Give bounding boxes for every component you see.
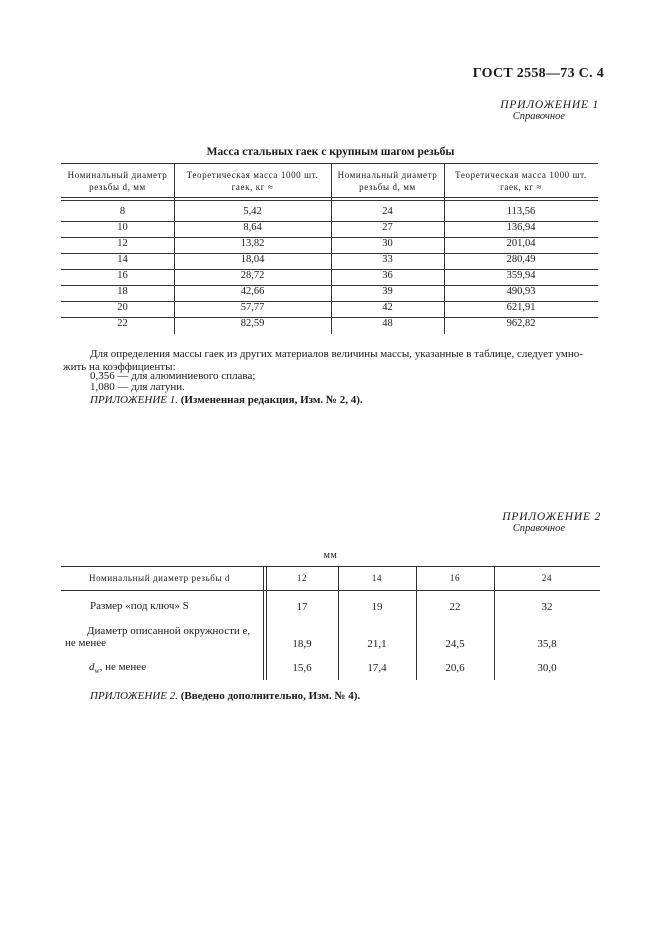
header-diameter-label: Номинальный диаметр резьбы d xyxy=(89,573,231,583)
row-bearing-diameter-label: $d_w$, не менее xyxy=(89,661,147,676)
appendix-1-subtitle: Справочное xyxy=(512,111,565,122)
table-cell: 22 xyxy=(449,601,461,613)
edit-note-text: (Измененная редакция, Изм. № 2, 4). xyxy=(180,394,363,406)
appendix-2-subtitle: Справочное xyxy=(512,523,565,534)
edit-note-ref: ПРИЛОЖЕНИЕ 2. xyxy=(90,690,178,702)
appendix-2-title: ПРИЛОЖЕНИЕ 2 xyxy=(502,511,601,523)
table-cell: 15,6 xyxy=(292,662,312,674)
coefficients-note-line-1: Для определения массы гаек из других материалов величины массы, указанные в таблице, следует умно- xyxy=(90,348,583,360)
row-circumscribed-diameter-label-1: Диаметр описанной окружности e, xyxy=(87,625,251,637)
coefficients-note-line-2: жить на коэффициенты: xyxy=(63,361,176,373)
table-row: 20 57,77 42 621,91 xyxy=(117,302,536,313)
table-cell: 35,8 xyxy=(537,638,557,650)
table-row: 14 18,04 33 280,49 xyxy=(117,254,536,265)
appendix-1-edit-note xyxy=(90,394,363,406)
header-value: 12 xyxy=(296,573,308,583)
header-value: 16 xyxy=(449,573,461,583)
table-row: 22 82,59 48 962,82 xyxy=(117,318,536,329)
coefficient-brass: 1,080 — для латуни. xyxy=(90,381,185,393)
table-cell: 30,0 xyxy=(537,662,557,674)
table-row: 8 5,42 24 113,56 xyxy=(119,206,536,217)
column-header-mass-right: Теоретическая масса 1000 шт. гаек, кг ≈ xyxy=(455,170,587,192)
table-row: 16 28,72 36 359,94 xyxy=(117,270,536,281)
table-cell: 18,9 xyxy=(292,638,312,650)
document-reference: ГОСТ 2558—73 С. 4 xyxy=(472,66,604,81)
column-header-diameter-right: Номинальный диаметр резьбы d, мм xyxy=(337,170,438,192)
table-row: 18 42,66 39 490,93 xyxy=(117,286,536,297)
column-header-diameter-left: Номинальный диаметр резьбы d, мм xyxy=(67,170,168,192)
table-1-title: Масса стальных гаек с крупным шагом резьбы xyxy=(206,146,455,158)
header-value: 24 xyxy=(541,573,553,583)
edit-note-ref: ПРИЛОЖЕНИЕ 1. xyxy=(90,394,178,406)
table-row: 12 13,82 30 201,04 xyxy=(117,238,536,249)
table-cell: 17,4 xyxy=(367,662,387,674)
unit-label: мм xyxy=(323,550,338,561)
appendix-1-title: ПРИЛОЖЕНИЕ 1 xyxy=(500,99,599,111)
column-header-mass-left: Теоретическая масса 1000 шт. гаек, кг ≈ xyxy=(186,170,319,192)
header-value: 14 xyxy=(371,573,383,583)
appendix-2-edit-note xyxy=(90,690,360,702)
table-cell: 17 xyxy=(296,601,308,613)
row-circumscribed-diameter-label-2: не менее xyxy=(65,637,107,649)
table-cell: 20,6 xyxy=(445,662,465,674)
table-cell: 24,5 xyxy=(445,638,465,650)
edit-note-text: (Введено дополнительно, Изм. № 4). xyxy=(180,690,361,702)
row-wrench-size-label: Размер «под ключ» S xyxy=(90,600,189,612)
coefficient-aluminium: 0,356 — для алюминиевого сплава; xyxy=(90,370,256,382)
table-row: 10 8,64 27 136,94 xyxy=(117,222,536,233)
table-cell: 32 xyxy=(541,601,553,613)
table-cell: 19 xyxy=(371,601,383,613)
table-cell: 21,1 xyxy=(367,638,387,650)
